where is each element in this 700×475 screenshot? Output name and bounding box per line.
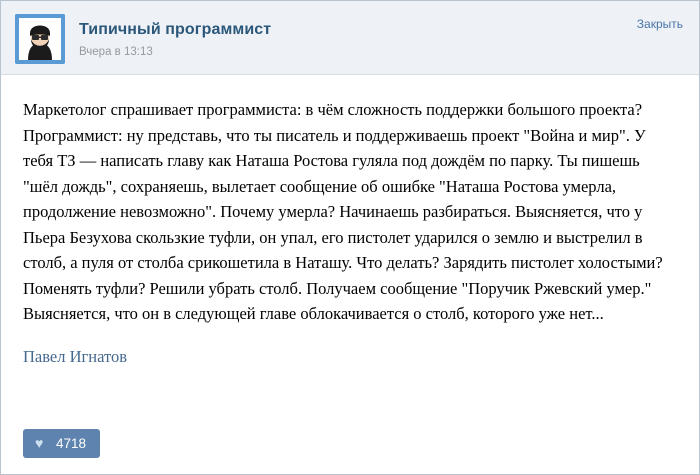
bearded-man-avatar-icon xyxy=(15,14,65,64)
post-text xyxy=(23,97,677,327)
post-signature[interactable]: Павел Игнатов xyxy=(23,346,128,366)
like-count: 4718 xyxy=(56,436,87,451)
author-block xyxy=(79,13,685,59)
avatar[interactable] xyxy=(15,14,65,64)
post-date[interactable]: Вчера в 13:13 xyxy=(79,46,153,58)
heart-icon: ♥ xyxy=(35,435,44,451)
post-header xyxy=(1,1,699,75)
close-button[interactable]: Закрыть xyxy=(636,17,683,31)
author-name[interactable]: Типичный программист xyxy=(79,21,272,38)
post-paragraph: Маркетолог спрашивает программиста: в чём сложность поддержки большого проекта? xyxy=(23,100,643,119)
post-footer xyxy=(1,429,699,474)
post-body xyxy=(1,75,699,368)
post-paragraph: Программист: ну представь, что ты писатель и поддерживаешь проект "Война и мир". У тебя ТЗ — написать главу как Наташа Ростова гуляла под дождём по парку. Ты пишешь "шёл дождь", сохраняешь, вылетает сообщение об ошибке "Наташа Ростова умерла, продолжение невозможно". Почему умерла? Начинаешь разбираться. Выясняется, что у Пьера Безухова скользкие туфли, он упал, его пистолет ударился о землю и выстрелил в столб, а пуля от столба срикошетила в Наташу. Что делать? Зарядить пистолет холостыми? Поменять туфли? Решили убрать столб. Получаем сообщение "Поручик Ржевский умер." Выясняется, что он в следующей главе облокачивается о столб, которого уже нет... xyxy=(23,125,663,323)
like-button[interactable] xyxy=(23,429,100,458)
